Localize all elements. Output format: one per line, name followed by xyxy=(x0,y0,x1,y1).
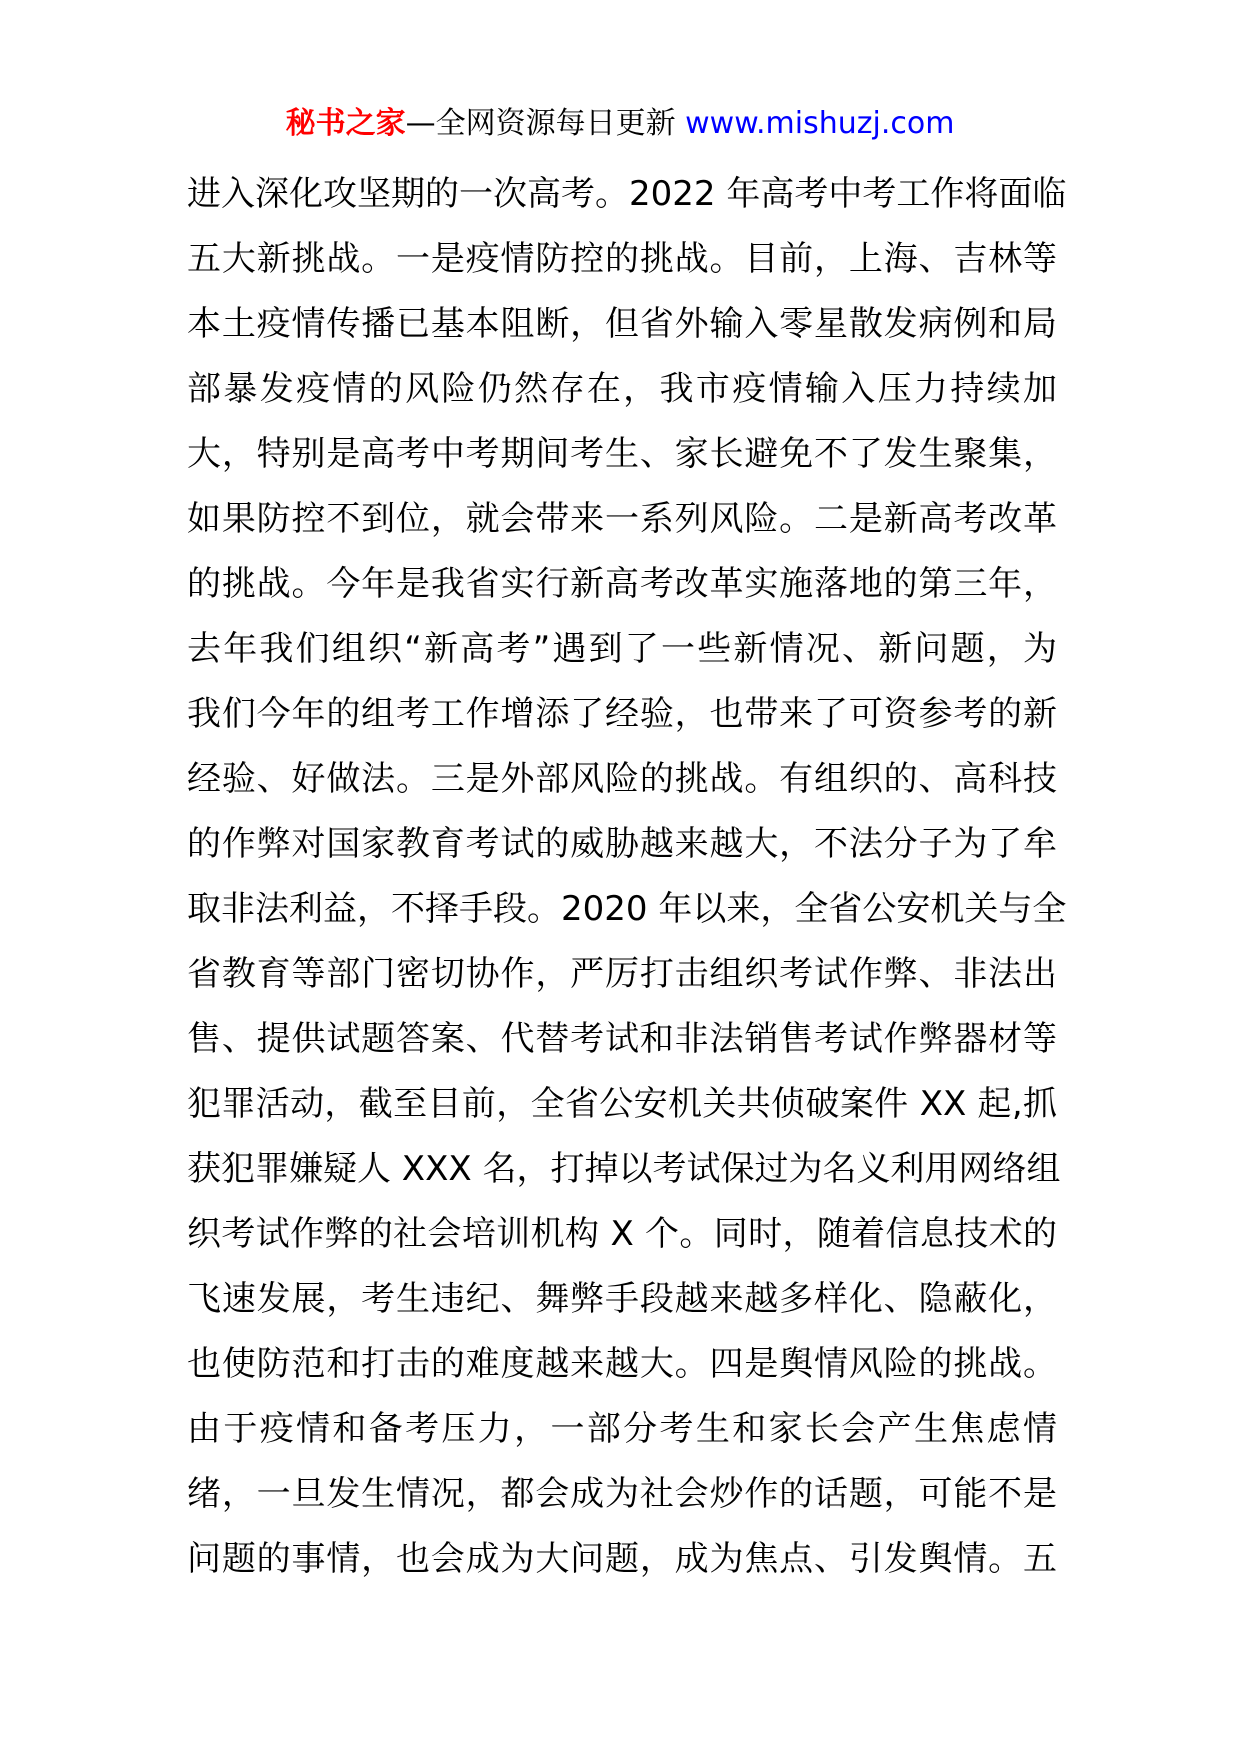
text-line: 经验、好做法。三是外部风险的挑战。有组织的、高科技 xyxy=(187,759,1057,799)
text-line: 获犯罪嫌疑人 XXX 名，打掉以考试保过为名义利用网络组 xyxy=(187,1149,1061,1189)
text-line: 我们今年的组考工作增添了经验，也带来了可资参考的新 xyxy=(187,694,1057,734)
text-line: 由于疫情和备考压力，一部分考生和家长会产生焦虑情 xyxy=(187,1409,1057,1449)
brand-name: 秘书之家 xyxy=(285,106,406,141)
text-line: 本土疫情传播已基本阻断，但省外输入零星散发病例和局 xyxy=(187,304,1057,344)
text-line: 的挑战。今年是我省实行新高考改革实施落地的第三年， xyxy=(187,564,1057,604)
text-line: 犯罪活动，截至目前，全省公安机关共侦破案件 XX 起,抓 xyxy=(187,1084,1057,1124)
header-tagline: —全网资源每日更新 xyxy=(405,106,686,141)
text-line: 问题的事情，也会成为大问题，成为焦点、引发舆情。五 xyxy=(187,1539,1057,1579)
text-line: 去年我们组织“新高考”遇到了一些新情况、新问题，为 xyxy=(187,629,1057,669)
text-line: 织考试作弊的社会培训机构 X 个。同时，随着信息技术的 xyxy=(187,1214,1057,1254)
text-line: 五大新挑战。一是疫情防控的挑战。目前，上海、吉林等 xyxy=(187,239,1057,279)
text-line: 取非法利益，不择手段。2020 年以来，全省公安机关与全 xyxy=(187,889,1067,929)
text-line: 如果防控不到位，就会带来一系列风险。二是新高考改革 xyxy=(187,499,1057,539)
text-line: 进入深化攻坚期的一次高考。2022 年高考中考工作将面临 xyxy=(187,174,1067,214)
text-line: 售、提供试题答案、代替考试和非法销售考试作弊器材等 xyxy=(187,1019,1057,1059)
text-line: 飞速发展，考生违纪、舞弊手段越来越多样化、隐蔽化， xyxy=(187,1279,1057,1319)
site-url-link[interactable]: www.mishuzj.com xyxy=(685,106,955,141)
text-line: 部暴发疫情的风险仍然存在，我市疫情输入压力持续加 xyxy=(187,369,1057,409)
document-body xyxy=(187,162,1067,1592)
text-line: 大，特别是高考中考期间考生、家长避免不了发生聚集， xyxy=(187,434,1057,474)
text-line: 省教育等部门密切协作，严厉打击组织考试作弊、非法出 xyxy=(187,954,1057,994)
text-line: 绪，一旦发生情况，都会成为社会炒作的话题，可能不是 xyxy=(187,1474,1057,1514)
text-line: 也使防范和打击的难度越来越大。四是舆情风险的挑战。 xyxy=(187,1344,1057,1384)
text-line: 的作弊对国家教育考试的威胁越来越大，不法分子为了牟 xyxy=(187,824,1057,864)
page-header xyxy=(0,104,1240,144)
